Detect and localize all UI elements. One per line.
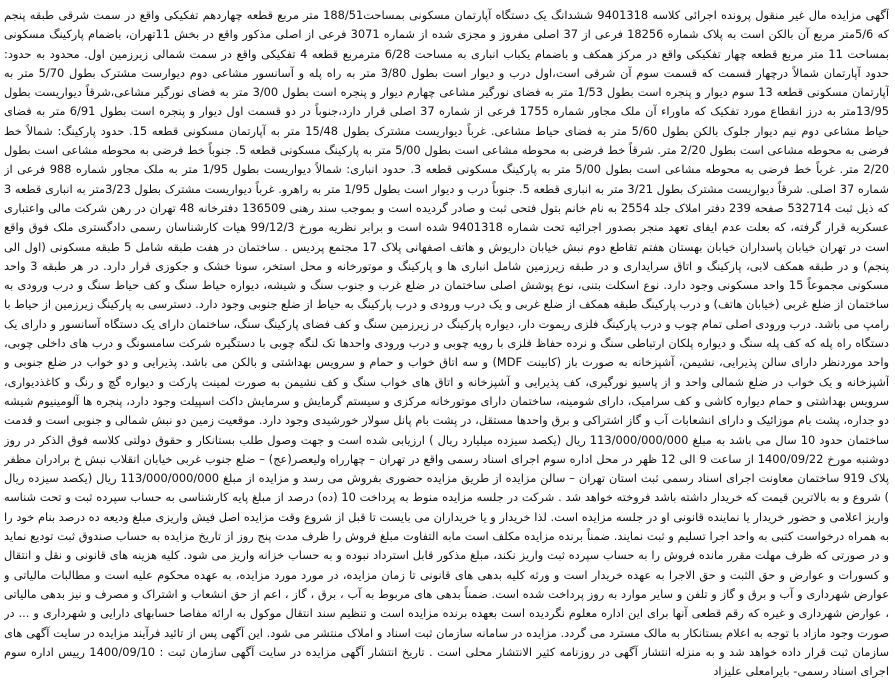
- notice-body-text: آگهی مزایده مال غیر منقول پرونده اجرائی کلاسه 9401318 ششدانگ یک دستگاه آپارتمان مسکونی بمساحت188/51 متر مربع قطعه چهاردهم تفکیکی واقع در سمت شرقی طبقه پنجم که 5/6متر مربع آن بالکن است به پلاک شماره 18256 فرعی از 37 اصلی مفروز و مجزی شده از شماره 3071 فرعی از اصلی مذکور واقع در بخش 11تهران، باضمام پارکینگ مسکونی بمساحت 11 متر مربع قطعه چهار تفکیکی واقع در مرکز همکف و باضمام یکباب انباری به مساحت 6/28 مترمربع قطعه 4 تفکیکی واقع در سمت شمالی زیرزمین اول. محدود به حدود: حدود آپارتمان شمالاً درچهار قسمت که قسمت سوم آن شرقی است،اول درب و دیوار است بطول 3/80 متر به راه پله و آسانسور مشاعی دوم دیوارست مشترک بطول 5/70 متر به آپارتمان مسکونی قطعه 13 سوم دیوار و پنجره است بطول 1/53 متر به فضای نورگیر مشاعی چهارم دیوار و پنجره است بطول 3/00 متر به فضای نورگیر مشاعی،شرقاً دیواریست بطول 13/95متر به درز انقطاع مورد تفکیک که ماوراء آن ملک مجاور شماره 1755 فرعی از شماره 37 اصلی قرار دارد،جنوباً در دو قسمت اول دیوار و پنجره است بطول 6/91 متر به فضای حیاط مشاعی دوم نیم دیوار جلوک بالکن بطول 5/60 متر به فضای حیاط مشاعی. غرباً دیواریست مشترک بطول 15/48 متر به آپارتمان مسکونی قطعه 15. حدود پارکینگ: شمالاً خط فرضی به محوطه مشاعی است بطول 2/20 متر. شرقاً خط فرضی به محوطه مشاعی است بطول 5/00 متر به پارکینگ مسکونی قطعه 5. جنوباً خط فرضی به محوطه مشاعی است بطول 2/20 متر. غرباً خط فرضی به محوطه مشاعی است بطول 5/00 متر به پارکینگ مسکونی قطعه 3. حدود انباری: شمالاً دیواریست بطول 1/95 متر به ملک مجاور شماره 988 فرعی از شماره 37 اصلی. شرقاً دیواریست مشترک بطول 3/21 متر به انباری قطعه 5. جنوباً درب و دیوار است بطول 1/95 متر به راهرو. غرباً دیواریست مشترک بطول 3/23متر به انباری قطعه 3 که ذیل ثبت 532714 صفحه 239 دفتر املاک جلد 2554 به نام خانم بتول فتحی ثبت و صادر گردیده است و بموجب سند رهنی 136509 دفترخانه 48 تهران در رهن شرکت مالی واعتباری عسکریه قرار گرفته، که بعلت عدم ایفای تعهد منجر بصدور اجرائیه تحت شماره 9401318 شده است و برابر نظریه مورخ 99/12/3 هیات کارشناسان رسمی دادگستری ملک فوق واقع است در تهران خیابان پاسداران خیابان بهستان هفتم تقاطع دوم نبش خیابان داریوش و هاتف اصفهانی پلاک 17 مجتمع پردیس . ساختمان در هفت طبقه شامل 5 طبقه مسکونی (اول الی پنجم) و در طبقه همکف لابی، پارکینگ و اتاق سرایداری و در طبقه زیرزمین شامل انباری ها و پارکینگ و موتورخانه و محل استخر، سونا خشک و جکوزی قرار دارد. در هر طبقه 3 واحد مسکونی مجموعاً 15 واحد مسکونی وجود دارد. نوع اسکلت بتنی، نوع پوشش اصلی ساختمان در ضلع غرب و جنوب سنگ و شیشه، دیواره حیاط سنگ و کف حیاط سنگ و درب ورودی به ساختمان از ضلع غربی (خیابان هاتف) و درب پارکینگ طبقه همکف از ضلع غربی و یک درب ورودی و درب پارکینگ به حیاط از ضلع جنوبی وجود دارد. دسترسی به پارکینگ زیرزمین از حیاط با رامپ می باشد. درب ورودی اصلی تمام چوب و درب پارکینگ فلزی ریموت دار، دیواره پارکینگ در زیرزمین سنگ و کف فضای پارکینگ سنگ، ساختمان دارای یک دستگاه آسانسور و دارای یک دستگاه راه پله که کف پله سنگ و دیواره پلکان ارتباطی سنگ و نرده حفاظ فلزی با رویه چوبی و درب ورودی واحدها تک لنگه چوبی با دستگیره شرکت سامسونگ و درب های داخلی چوبی، واحد موردنظر دارای سالن پذیرایی، نشیمن، آشپزخانه به صورت باز (کابینت MDF) و سه اتاق خواب و حمام و سرویس بهداشتی و بالکن می باشد. پذیرایی و دو خواب در ضلع جنوبی و آشپزخانه و یک خواب در ضلع شمالی واحد و از پاسیو نورگیری، کف پذیرایی و آشپزخانه و اتاق های خواب سنگ و کف نشیمن به صورت لمینت پارکت و دیواره گچ و رنگ و کاغذدیواری، سرویس بهداشتی و حمام دیواره کاشی و کف سرامیک، دارای شومینه، ساختمان دارای موتورخانه مرکزی و سیستم گرمایش و سرمایش داکت اسپیلت وجود دارد، پنجره ها آلومینیوم شیشه دو جداره، پشت بام موزائیک و دارای انشعابات آب و گاز اشتراکی و برق واحدها مستقل، در پشت بام پانل سولار خورشیدی وجود دارد. موقعیت زمین دو نبش شمالی و جنوبی است و قدمت ساختمان حدود 10 سال می باشد به مبلغ 113/000/000/000 ریال (یکصد سیزده میلیارد ریال ) ارزیابی شده است و جهت وصول طلب بستانکار و حقوق دولتی کلاسه فوق الذکر در روز دوشنبه مورخ 1400/09/22 از ساعت 9 الی 12 ظهر در محل اداره سوم اجرای اسناد رسمی واقع در تهران – چهارراه ولیعصر(عج) – ضلع جنوب غربی خیابان انقلاب نبش خ برادران مظفر پلاک 919 ساختمان معاونت اجرای اسناد رسمی ثبت استان تهران – سالن مزایده از طریق مزایده حضوری بفروش می رسد و مزایده از مبلغ 113/000/000/000 ریال (یکصد سیزده ریال ) شروع و به بالاترین قیمت که خریدار داشته باشد فروخته خواهد شد . شرکت در جلسه مزایده منوط به پرداخت 10 (ده) درصد از مبلغ پایه کارشناسی به حساب سپرده ثبت و تحت شناسه واریز اعلامی و حضور خریدار یا نماینده قانونی او در جلسه مزایده است. لذا خریدار و یا خریداران می بایست تا قبل از شروع وقت مزایده اصل فیش واریزی مبلغ ودیعه ده درصد بنام خود را به همراه درخواست کتبی به واحد اجرا تسلیم و ثبت نمایند. ضمناً برنده مزایده مکلف است مابه التفاوت مبلغ فروش را ظرف مدت پنج روز از تاریخ مزایده به حساب صندوق ثبت تودیع نماید و در صورتی که ظرف مهلت مقرر مانده فروش را به حساب سپرده ثبت واریز نکند، مبلغ مذکور قابل استرداد نبوده و به حساب خزانه واریز می شود. کلیه هزینه های قانونی و نقل و انتقال و کسورات و عوارض و حق الثبت و حق الاجرا به عهده خریدار است و ورثه کلیه بدهی های قانونی تا زمان مزایده، در مورد مورد مزایده، به عهده محکوم علیه است و مطالبات مالیاتی و عوارض شهرداری و آب و برق و گاز و تلفن و سایر موارد به روز پرداخت شده است. ضمناً بدهی های مربوط به آب ، برق ، گاز ، اعم از حق انشعاب و اشتراک و مصرف و نیز بدهی مالیاتی ، عوارض شهرداری و غیره که رقم قطعی آنها برای این اداره معلوم نگردیده است بعهده برنده مزایده است و تنظیم سند انتقال موکول به ارائه مفاصا حسابهای دارایی و شهرداری و ... در صورت وجود مازاد با توجه به اعلام بستانکار به مالک مسترد می گردد. مزایده در سامانه سازمان ثبت اسناد و املاک منتشر می شود. این آگهی پس از تائید فرآیند مزایده در سایت آگهی های سازمان ثبت قرار داده خواهد شد و به منزله انتشار آگهی در روزنامه کثیر الانتشار محلی است . تاریخ انتشار آگهی مزایده در سایت آگهی سازمان ثبت : 1400/09/10 رییس اداره سوم اجرای اسناد رسمی- بایرامعلی علیزاد: [4, 8, 889, 679]
- auction-notice: [4, 6, 889, 686]
